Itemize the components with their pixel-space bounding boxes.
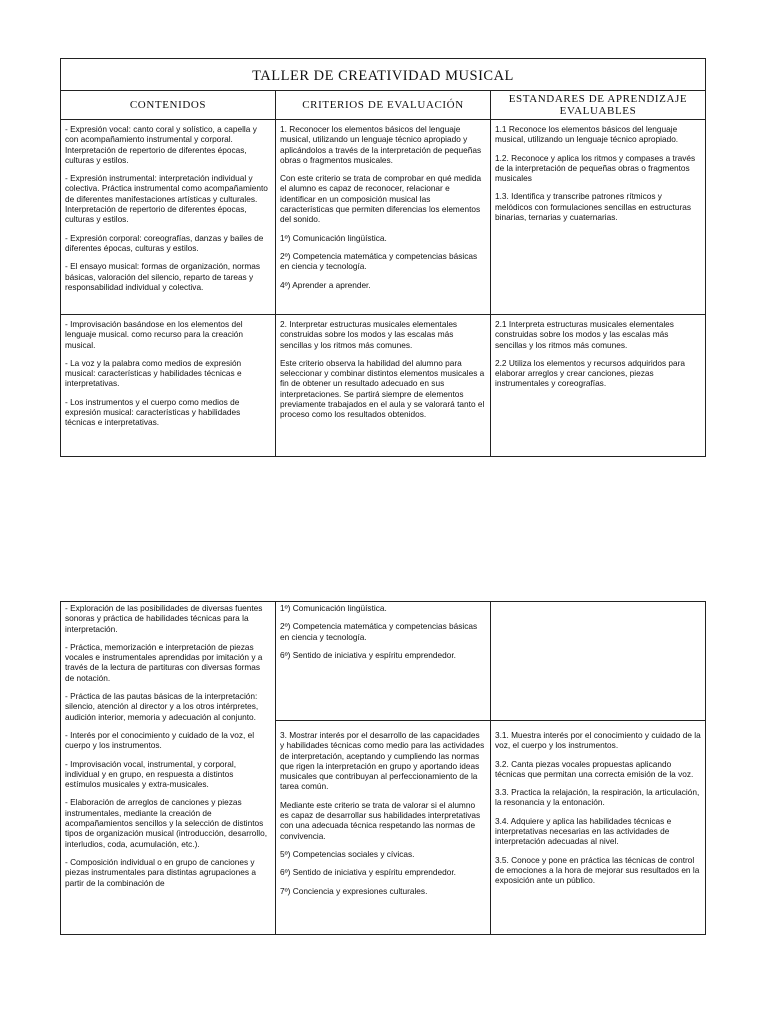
- paragraph: 2.2 Utiliza los elementos y recursos adquiridos para elaborar arreglos y crear canciones, piezas instrumentales y coreografías.: [495, 357, 685, 389]
- paragraph: - Los instrumentos y el cuerpo como medios de expresión musical: características y habilidades técnicas e interpretativas.: [65, 396, 241, 428]
- paragraph: 6º) Sentido de iniciativa y espíritu emprendedor.: [280, 867, 456, 878]
- row2-criterios-cell: [276, 315, 491, 457]
- paragraph: 2. Interpretar estructuras musicales elementales construidas sobre los modos y las escalas más sencillas y los ritmos más comunes.: [280, 319, 458, 350]
- paragraph: 3.3. Practica la relajación, la respiración, la articulación, la resonancia y la entonación.: [495, 787, 700, 808]
- header-criterios: CRITERIOS DE EVALUACIÓN: [276, 91, 491, 120]
- row3-estandares-cell: [491, 602, 706, 721]
- curriculum-table-2: [60, 601, 706, 935]
- paragraph: 3.2. Canta piezas vocales propuestas aplicando técnicas que permitan una correcta emisión de la voz.: [495, 758, 694, 779]
- header-estandares: ESTANDARES DE APRENDIZAJE EVALUABLES: [491, 91, 706, 120]
- row4-criterios-cell: [276, 721, 491, 935]
- paragraph: 1. Reconocer los elementos básicos del lenguaje musical, utilizando un lenguaje técnico apropiado y aplicándolos a través de la interpretación de pequeñas obras o fragmentos musicales.: [280, 124, 482, 165]
- row4-estandares-cell: [491, 721, 706, 935]
- paragraph: Este criterio observa la habilidad del alumno para seleccionar y combinar distintos elementos musicales a fin de obtener un resultado adecuado en sus interpretaciones. Se partirá siempre de elementos previamente trabajados en el aula y se valorará tanto el proceso como los resultados obtenidos.: [280, 357, 485, 420]
- paragraph: 1.2. Reconoce y aplica los ritmos y compases a través de la interpretación de pequeñas obras o fragmentos musicales: [495, 152, 696, 184]
- row3-criterios-cell: [276, 602, 491, 721]
- paragraph: 4º) Aprender a aprender.: [280, 279, 371, 290]
- paragraph: 5º) Competencias sociales y cívicas.: [280, 848, 415, 859]
- paragraph: - Práctica, memorización e interpretación de piezas vocales e instrumentales aprendidas por imitación y a través de la lectura de partituras con diversas formas de notación.: [65, 641, 263, 683]
- table-2-wrapper: [60, 601, 705, 935]
- paragraph: 1º) Comunicación lingüística.: [280, 232, 387, 243]
- row1-estandares-cell: [491, 120, 706, 315]
- paragraph: 3.5. Conoce y pone en práctica las técnicas de control de emociones a la hora de mejorar sus resultados en la exposición ante un público.: [495, 854, 700, 886]
- paragraph: 3. Mostrar interés por el desarrollo de las capacidades y habilidades técnicas como medio para las actividades de interpretación, aceptando y cumpliendo las normas que rigen la interpretación en grupo y aportando ideas musicales que contribuyan al perfeccionamiento de la tarea común.: [280, 730, 485, 792]
- paragraph: Mediante este criterio se trata de valorar si el alumno es capaz de desarrollar sus habilidades interpretativas con una adecuada técnica respetando las normas de convivencia.: [280, 799, 481, 841]
- paragraph: - Interés por el conocimiento y cuidado de la voz, el cuerpo y los instrumentos.: [65, 729, 255, 751]
- paragraph: 3.4. Adquiere y aplica las habilidades técnicas e interpretativas necesarias en las actividades de interpretación adecuadas al nivel.: [495, 815, 672, 847]
- table-title: TALLER DE CREATIVIDAD MUSICAL: [61, 59, 706, 91]
- paragraph: 1.3. Identifica y transcribe patrones rítmicos y melódicos con formulaciones sencillas en estructuras binarias, ternarias y cuaternarias.: [495, 191, 691, 223]
- paragraph: 1º) Comunicación lingüística.: [280, 603, 387, 613]
- paragraph: Con este criterio se trata de comprobar en qué medida el alumno es capaz de reconocer, relacionar e identificar en un composición musical las características que permiten diferencias los elementos del sonido.: [280, 173, 482, 225]
- paragraph: - Exploración de las posibilidades de diversas fuentes sonoras y práctica de habilidades técnicas para la interpretación.: [65, 603, 263, 634]
- paragraph: - El ensayo musical: formas de organización, normas básicas, valoración del silencio, reparto de tareas y responsabilidad individual y colectiva.: [65, 261, 261, 292]
- paragraph: - Elaboración de arreglos de canciones y piezas instrumentales, mediante la creación de acompañamientos sencillos y la selección de distintos tipos de organización musical (introducción, desarrollo, interludios, coda, acumulación, etc.).: [65, 797, 267, 849]
- paragraph: - Expresión corporal: coreografías, danzas y bailes de diferentes épocas, culturas y estilos.: [65, 232, 264, 253]
- paragraph: 2º) Competencia matemática y competencias básicas en ciencia y tecnología.: [280, 250, 478, 272]
- paragraph: 3.1. Muestra interés por el conocimiento y cuidado de la voz, el cuerpo y los instrumentos.: [495, 730, 701, 751]
- paragraph: 1.1 Reconoce los elementos básicos del lenguaje musical, utilizando un lenguaje técnico apropiado.: [495, 124, 679, 145]
- row2-contenidos-cell: [61, 315, 276, 457]
- curriculum-table-1: [60, 58, 706, 457]
- paragraph: 2.1 Interpreta estructuras musicales elementales construidas sobre los modos y las escalas más sencillas y los ritmos más comunes.: [495, 319, 674, 350]
- header-contenidos: CONTENIDOS: [61, 91, 276, 120]
- row1-contenidos-cell: [61, 120, 276, 315]
- paragraph: - Expresión instrumental: interpretación individual y colectiva. Práctica instrumental como acompañamiento de diferentes manifestaciones artísticas y culturales. Interpretación de repertorio de diferentes épocas, culturas y estilos.: [65, 173, 268, 225]
- paragraph: - Composición individual o en grupo de canciones y piezas instrumentales para distintas agrupaciones a partir de la combinación de: [65, 856, 256, 888]
- table-1-wrapper: [60, 58, 705, 457]
- table2-contenidos-cell: [61, 602, 276, 935]
- paragraph: - Expresión vocal: canto coral y solístico, a capella y con acompañamiento instrumental y corporal. Interpretación de repertorio de diferentes épocas, culturas y estilos.: [65, 124, 257, 165]
- paragraph: - La voz y la palabra como medios de expresión musical: características y habilidades técnicas e interpretativas.: [65, 357, 242, 389]
- paragraph: - Improvisación basándose en los elementos del lenguaje musical. como recurso para la creación musical.: [65, 319, 244, 350]
- paragraph: - Práctica de las pautas básicas de la interpretación: silencio, atención al director y a los otros intérpretes, audición interior, memoria y adecuación al conjunto.: [65, 691, 259, 722]
- paragraph: 7º) Conciencia y expresiones culturales.: [280, 885, 428, 896]
- row1-criterios-cell: [276, 120, 491, 315]
- paragraph: - Improvisación vocal, instrumental, y corporal, individual y en grupo, en respuesta a distintos estímulos musicales y extra-musicales.: [65, 758, 237, 790]
- paragraph: 6º) Sentido de iniciativa y espíritu emprendedor.: [280, 649, 456, 660]
- row2-estandares-cell: [491, 315, 706, 457]
- paragraph: 2º) Competencia matemática y competencias básicas en ciencia y tecnología.: [280, 621, 478, 642]
